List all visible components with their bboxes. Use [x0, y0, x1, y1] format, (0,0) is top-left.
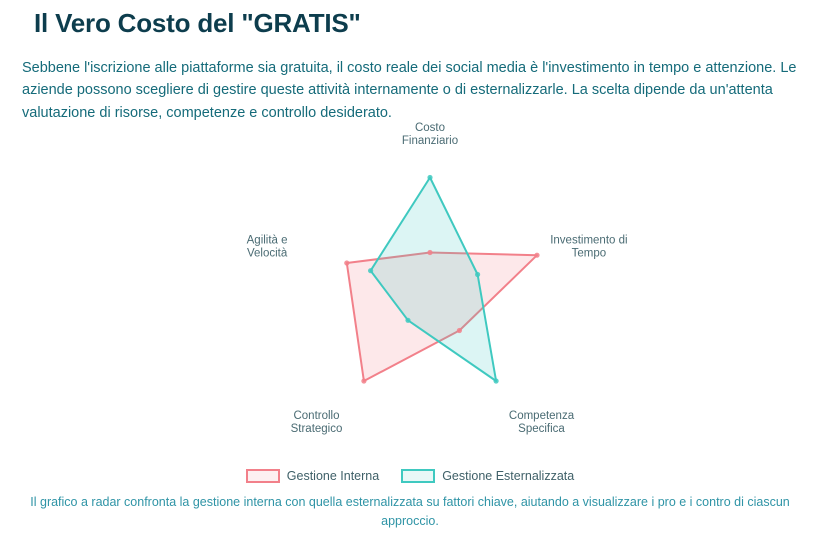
legend-swatch-esternalizzata	[401, 469, 435, 483]
legend-label-interna: Gestione Interna	[286, 469, 380, 484]
legend-label-esternalizzata: Gestione Esternalizzata	[442, 469, 575, 484]
radar-point	[494, 379, 499, 384]
radar-point	[475, 272, 480, 277]
radar-point	[405, 318, 410, 323]
intro-paragraph: Sebbene l'iscrizione alle piattaforme sia gratuita, il costo reale dei social media è l'investimento in tempo e attenzione. Le aziende possono scegliere di gestire queste attività internamente o di esternalizzarle. La scelta dipende da un'attenta valutazione di risorse, competenze e controllo desiderato.	[22, 60, 797, 121]
chart-caption: Il grafico a radar confronta la gestione interna con quella esternalizzata su fattori chiave, aiutando a visualizzare i pro e i contro di ciascun approccio.	[30, 495, 790, 529]
radar-point	[457, 328, 462, 333]
radar-axis-label: Costo Finanziario	[401, 122, 459, 148]
chart-legend	[14, 469, 806, 483]
page-title: Il Vero Costo del "GRATIS"	[34, 8, 361, 38]
radar-axis-label: Investimento di Tempo	[550, 234, 628, 260]
radar-chart-container	[14, 122, 806, 487]
legend-swatch-interna	[246, 469, 280, 483]
radar-chart	[14, 122, 806, 452]
radar-point	[344, 261, 349, 266]
radar-point	[427, 250, 432, 255]
radar-point	[368, 269, 373, 274]
radar-axis-label: Agilità e Velocità	[246, 234, 288, 260]
legend-item-esternalizzata[interactable]	[401, 469, 574, 483]
radar-axis-label: Competenza Specifica	[508, 410, 575, 436]
radar-point	[361, 379, 366, 384]
radar-point	[534, 253, 539, 258]
radar-point	[427, 175, 432, 180]
legend-item-interna[interactable]	[246, 469, 379, 483]
radar-axis-label: Controllo Strategico	[290, 410, 343, 436]
